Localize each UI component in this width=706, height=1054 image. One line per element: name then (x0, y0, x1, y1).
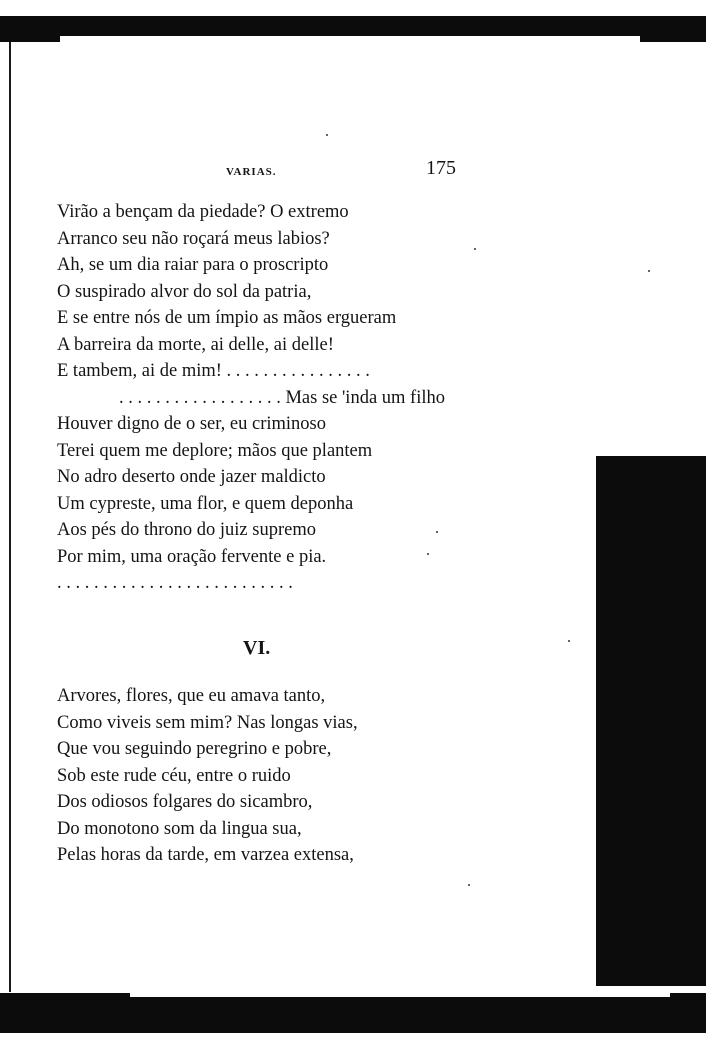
verse-line: E tambem, ai de mim! . . . . . . . . . . . . . . . . (57, 361, 370, 381)
verse-line: Do monotono som da lingua sua, (57, 818, 302, 839)
verse-line: Que vou seguindo peregrino e pobre, (57, 739, 332, 759)
verse-line: Houver digno de o ser, eu criminoso (57, 414, 326, 434)
verse-line: Como viveis sem mim? Nas longas vias, (57, 712, 358, 733)
page-left-edge (9, 42, 11, 992)
running-head: VARIAS. (226, 166, 277, 178)
verse-line: Pelas horas da tarde, em varzea extensa, (57, 845, 354, 865)
verse-line: A barreira da morte, ai delle, ai delle! (57, 334, 334, 355)
ink-speck (568, 640, 570, 642)
page-number: 175 (426, 157, 456, 179)
stanza-1 (57, 199, 457, 597)
verse-line: No adro deserto onde jazer maldicto (57, 467, 326, 487)
verse-line: Sob este rude céu, entre o ruido (57, 765, 291, 786)
verse-line: Ah, se um dia raiar para o proscripto (57, 255, 329, 275)
scan-top-edge (60, 36, 640, 44)
verse-line: O suspirado alvor do sol da patria, (57, 281, 312, 302)
verse-line: Um cypreste, uma flor, e quem deponha (57, 493, 354, 514)
verse-line: Virão a bençam da piedade? O extremo (57, 202, 349, 222)
verse-line: Arvores, flores, que eu amava tanto, (57, 686, 326, 706)
verse-line: Arranco seu não roçará meus labios? (57, 228, 330, 249)
verse-line: Dos odiosos folgares do sicambro, (57, 792, 313, 812)
section-title: VI. (243, 637, 271, 659)
scan-bottom-border (0, 993, 706, 1033)
scan-right-shadow (596, 456, 706, 986)
verse-line: Terei quem me deplore; mãos que plantem (57, 440, 373, 461)
verse-line: Aos pés do throno do juiz supremo (57, 520, 316, 540)
ink-speck (474, 248, 476, 250)
ink-speck (326, 134, 328, 136)
scan-bottom-edge (130, 987, 670, 997)
stanza-2 (57, 683, 457, 869)
verse-line: Por mim, uma oração fervente e pia. (57, 546, 327, 567)
ellipsis-line: . . . . . . . . . . . . . . . . . . . . . . . . . . (57, 573, 293, 593)
ink-speck (468, 884, 470, 886)
verse-line: E se entre nós de um ímpio as mãos ergueram (57, 308, 397, 328)
verse-line: . . . . . . . . . . . . . . . . . . Mas se 'inda um filho (118, 387, 445, 408)
ink-speck (648, 270, 650, 272)
